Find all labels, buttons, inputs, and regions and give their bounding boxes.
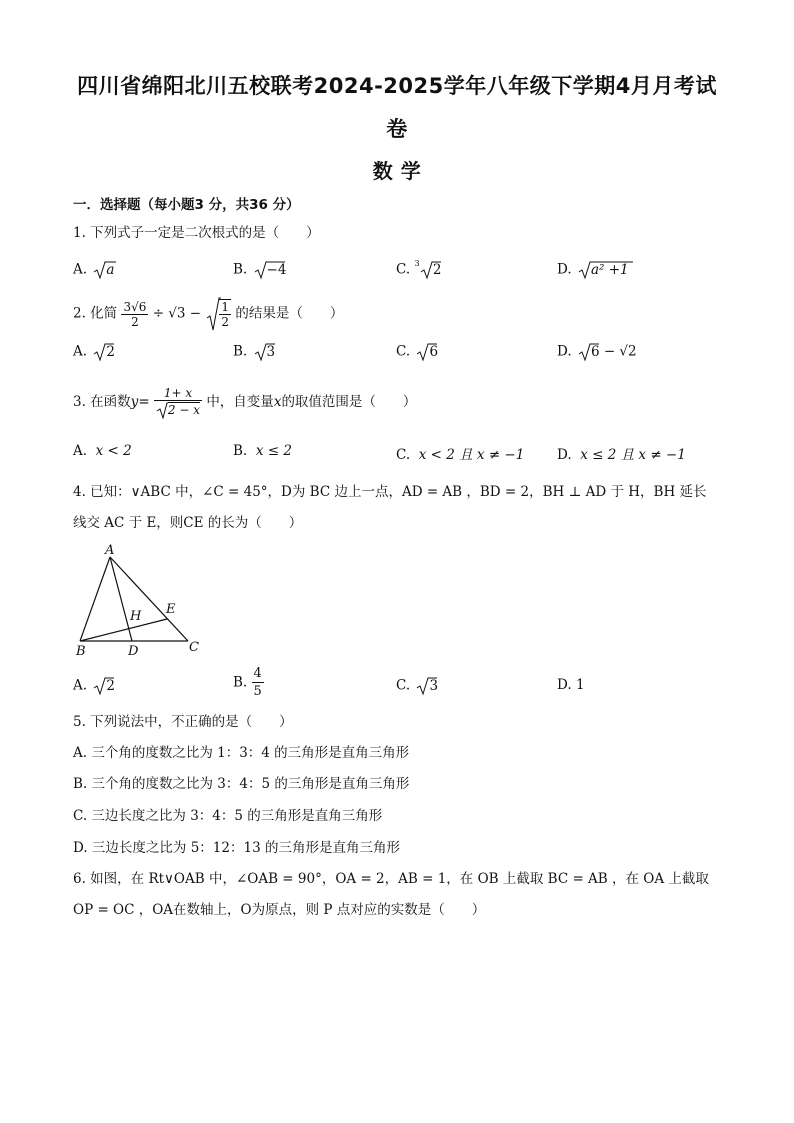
q5-option-b: B. 三个角的度数之比为 3：4：5 的三角形是直角三角形: [73, 776, 410, 792]
label-e: E: [166, 602, 176, 617]
label-b: B: [76, 644, 86, 658]
question-1-stem: 1. 下列式子一定是二次根式的是（ ）: [73, 225, 320, 241]
label-a: A: [105, 543, 115, 558]
question-5-stem: 5. 下列说法中，不正确的是（ ）: [73, 714, 293, 730]
segment-be: [80, 619, 167, 641]
exam-title-line-1: 四川省绵阳北川五校联考2024-2025学年八年级下学期4月月考试: [77, 74, 717, 98]
q2-option-c: C. 6: [396, 341, 438, 363]
label-h: H: [130, 609, 142, 624]
q2-option-b: B. 3: [233, 341, 275, 363]
label-c: C: [189, 640, 199, 655]
subject-title: 数 学: [372, 159, 422, 183]
q1-option-c: C. $^3$ 2: [396, 259, 441, 281]
q2-fraction: $\frac{3√6}{2}$: [123, 299, 147, 329]
q5-option-d: D. 三边长度之比为 5：12：13 的三角形是直角三角形: [73, 840, 400, 856]
section-heading: 一．选择题（每小题3 分，共36 分）: [73, 197, 300, 213]
q1-option-d: D. a² +1: [557, 259, 629, 281]
segment-ac: [110, 557, 188, 641]
q4-option-d: D. 1: [557, 677, 585, 693]
segment-ab: [80, 557, 110, 641]
q4-b-fraction: $\frac{4}{5}$: [253, 666, 262, 699]
q3-option-a: A. x < 2: [73, 443, 132, 459]
q2-option-a: A. 2: [73, 341, 115, 363]
label-d: D: [128, 644, 139, 658]
question-4-line-1: 4. 已知：∨ABC 中，∠C = 45°，D为 BC 边上一点，AD = AB ，BD = 2，BH ⊥ AD 于 H，BH 延长: [73, 484, 707, 500]
q1-option-b: B. −4: [233, 259, 286, 281]
q1-option-a: A. a: [73, 259, 114, 281]
question-3-stem: 3. 在函数y= $\frac{1+ x}{2 - x}$ 中，自变量x的取值范围是（ ）: [73, 386, 416, 419]
q2-sqrt-fraction: $\frac{1}{2}$: [221, 300, 230, 329]
question-2-stem: 2. 化简 $\frac{3√6}{2}$ ÷ √3 − $\frac{1}{2}$ 的结果是（ ）: [73, 296, 343, 332]
q5-option-c: C. 三边长度之比为 3：4：5 的三角形是直角三角形: [73, 808, 383, 824]
question-4-line-2: 线交 AC 于 E，则CE 的长为（ ）: [73, 515, 303, 531]
q3-fraction: $\frac{1+ x}{2 - x}$: [154, 386, 202, 419]
q3-option-d: D. x ≤ 2 且 x ≠ −1: [557, 447, 686, 463]
triangle-figure: [70, 543, 210, 658]
exam-title-line-2: 卷: [386, 117, 408, 141]
question-6-line-1: 6. 如图，在 Rt∨OAB 中，∠OAB = 90°，OA = 2，AB = 1，在 OB 上截取 BC = AB ，在 OA 上截取: [73, 871, 709, 887]
q4-option-a: A. 2: [73, 675, 115, 697]
q4-option-c: C. 3: [396, 675, 438, 697]
q3-option-b: B. x ≤ 2: [233, 443, 292, 459]
q3-option-c: C. x < 2 且 x ≠ −1: [396, 447, 525, 463]
q4-option-b: B. $\frac{4}{5}$: [233, 666, 262, 699]
sqrt-radical-icon: [156, 401, 168, 419]
q5-option-a: A. 三个角的度数之比为 1：3：4 的三角形是直角三角形: [73, 745, 410, 761]
q2-option-d: D. 6 − √2: [557, 341, 637, 363]
question-6-line-2: OP = OC ，OA在数轴上，O为原点，则 P 点对应的实数是（ ）: [73, 902, 486, 918]
